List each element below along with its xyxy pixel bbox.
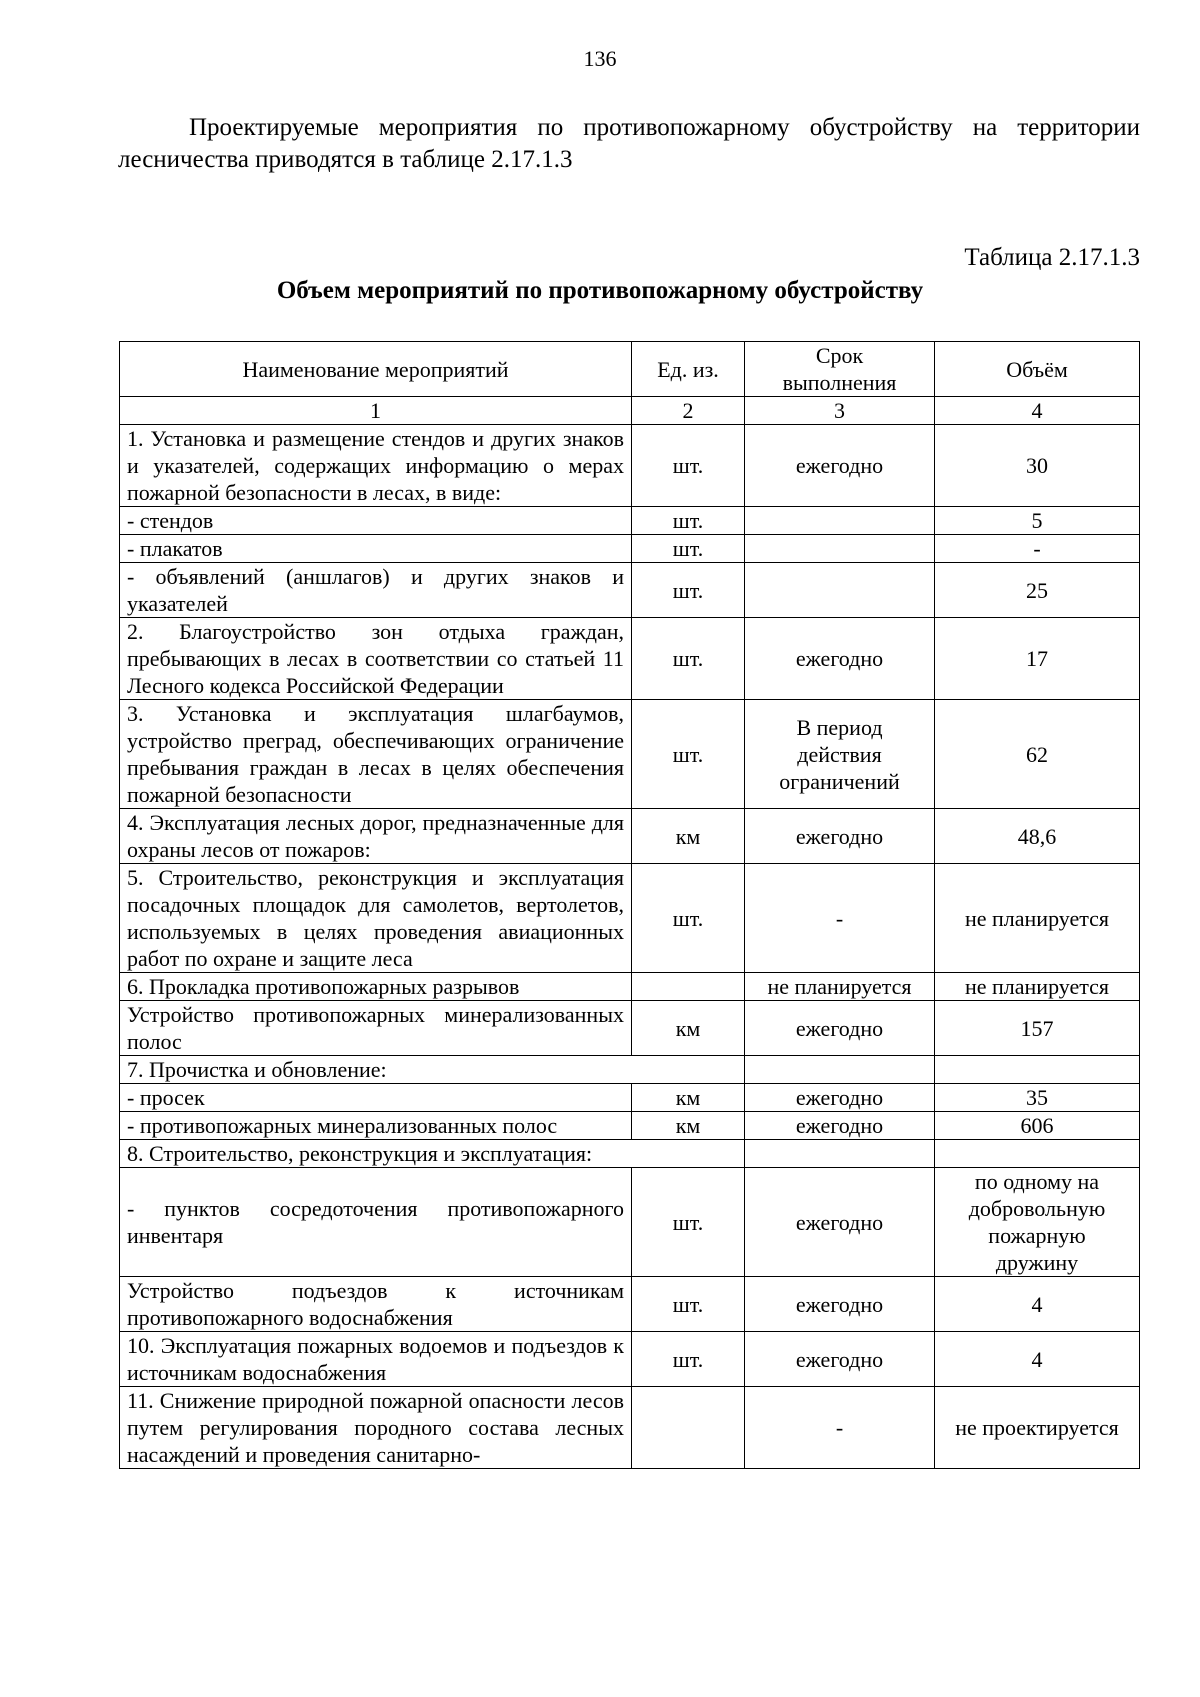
table-row bbox=[120, 563, 1140, 618]
cell-unit bbox=[632, 973, 745, 1001]
table-row bbox=[120, 507, 1140, 535]
cell-term: ежегодно bbox=[745, 1084, 935, 1112]
index-cell: 1 bbox=[120, 397, 632, 425]
cell-volume: 25 bbox=[935, 563, 1140, 618]
cell-name: - объявлений (аншлагов) и других знаков и указателей bbox=[120, 563, 632, 618]
table-row bbox=[120, 618, 1140, 700]
cell-unit: шт. bbox=[632, 618, 745, 700]
table-row bbox=[120, 1084, 1140, 1112]
cell-term: ежегодно bbox=[745, 1277, 935, 1332]
cell-unit: шт. bbox=[632, 1332, 745, 1387]
cell-name: - противопожарных минерализованных полос bbox=[120, 1112, 632, 1140]
table-row bbox=[120, 1168, 1140, 1277]
cell-volume: 4 bbox=[935, 1332, 1140, 1387]
cell-volume: не проектируется bbox=[935, 1387, 1140, 1469]
table-index-row bbox=[120, 397, 1140, 425]
intro-paragraph: Проектируемые мероприятия по противопожарному обустройству на территории лесничества приводятся в таблице 2.17.1.3 bbox=[118, 114, 1140, 173]
cell-term: - bbox=[745, 1387, 935, 1469]
cell-term: ежегодно bbox=[745, 1001, 935, 1056]
table-row bbox=[120, 1112, 1140, 1140]
header-volume: Объём bbox=[935, 342, 1140, 397]
table-row bbox=[120, 1387, 1140, 1469]
header-unit: Ед. из. bbox=[632, 342, 745, 397]
index-cell: 2 bbox=[632, 397, 745, 425]
cell-volume: не планируется bbox=[935, 864, 1140, 973]
cell-term bbox=[745, 1056, 935, 1084]
cell-term: ежегодно bbox=[745, 1168, 935, 1277]
cell-volume: 62 bbox=[935, 700, 1140, 809]
index-cell: 3 bbox=[745, 397, 935, 425]
cell-unit: шт. bbox=[632, 700, 745, 809]
cell-volume: 48,6 bbox=[935, 809, 1140, 864]
cell-name: - плакатов bbox=[120, 535, 632, 563]
cell-volume: 5 bbox=[935, 507, 1140, 535]
measures-table bbox=[119, 341, 1140, 1469]
cell-term bbox=[745, 507, 935, 535]
header-term: Срок выполнения bbox=[745, 342, 935, 397]
cell-term: ежегодно bbox=[745, 1332, 935, 1387]
table-row bbox=[120, 809, 1140, 864]
cell-volume: 17 bbox=[935, 618, 1140, 700]
cell-term: ежегодно bbox=[745, 425, 935, 507]
cell-term bbox=[745, 1140, 935, 1168]
cell-volume: - bbox=[935, 535, 1140, 563]
cell-term: ежегодно bbox=[745, 809, 935, 864]
cell-unit: шт. bbox=[632, 864, 745, 973]
cell-term: В период действия ограничений bbox=[745, 700, 935, 809]
page-number: 136 bbox=[583, 46, 617, 71]
cell-unit: шт. bbox=[632, 563, 745, 618]
cell-term: ежегодно bbox=[745, 618, 935, 700]
table-row bbox=[120, 700, 1140, 809]
table-title: Объем мероприятий по противопожарному обустройству bbox=[276, 277, 924, 304]
table-row bbox=[120, 1140, 1140, 1168]
cell-name: 10. Эксплуатация пожарных водоемов и подъездов к источникам водоснабжения bbox=[120, 1332, 632, 1387]
table-row bbox=[120, 973, 1140, 1001]
table-row bbox=[120, 425, 1140, 507]
cell-name: Устройство противопожарных минерализованных полос bbox=[120, 1001, 632, 1056]
cell-name: 11. Снижение природной пожарной опасности лесов путем регулирования породного состава лесных насаждений и проведения санитарно- bbox=[120, 1387, 632, 1469]
cell-name: - пунктов сосредоточения противопожарного инвентаря bbox=[120, 1168, 632, 1277]
table-row bbox=[120, 1277, 1140, 1332]
cell-name: 8. Строительство, реконструкция и эксплуатация: bbox=[120, 1140, 745, 1168]
cell-volume: по одному на добровольную пожарную дружину bbox=[935, 1168, 1140, 1277]
cell-unit: км bbox=[632, 1112, 745, 1140]
cell-volume: 157 bbox=[935, 1001, 1140, 1056]
cell-unit: км bbox=[632, 1084, 745, 1112]
table-label: Таблица 2.17.1.3 bbox=[964, 244, 1140, 271]
cell-unit: км bbox=[632, 1001, 745, 1056]
cell-unit: шт. bbox=[632, 425, 745, 507]
cell-volume: 606 bbox=[935, 1112, 1140, 1140]
cell-term bbox=[745, 563, 935, 618]
cell-name: 6. Прокладка противопожарных разрывов bbox=[120, 973, 632, 1001]
cell-unit: шт. bbox=[632, 507, 745, 535]
table-row bbox=[120, 1056, 1140, 1084]
cell-unit: шт. bbox=[632, 535, 745, 563]
cell-volume: не планируется bbox=[935, 973, 1140, 1001]
cell-volume bbox=[935, 1056, 1140, 1084]
cell-term: ежегодно bbox=[745, 1112, 935, 1140]
table-row bbox=[120, 1001, 1140, 1056]
cell-name: 1. Установка и размещение стендов и других знаков и указателей, содержащих информацию о мерах пожарной безопасности в лесах, в виде: bbox=[120, 425, 632, 507]
cell-name: 4. Эксплуатация лесных дорог, предназначенные для охраны лесов от пожаров: bbox=[120, 809, 632, 864]
cell-term bbox=[745, 535, 935, 563]
cell-volume bbox=[935, 1140, 1140, 1168]
cell-volume: 4 bbox=[935, 1277, 1140, 1332]
table-header-row bbox=[120, 342, 1140, 397]
cell-unit bbox=[632, 1387, 745, 1469]
cell-name: - стендов bbox=[120, 507, 632, 535]
cell-volume: 30 bbox=[935, 425, 1140, 507]
cell-term: - bbox=[745, 864, 935, 973]
header-name: Наименование мероприятий bbox=[120, 342, 632, 397]
cell-name: 7. Прочистка и обновление: bbox=[120, 1056, 745, 1084]
cell-term: не планируется bbox=[745, 973, 935, 1001]
cell-name: 2. Благоустройство зон отдыха граждан, пребывающих в лесах в соответствии со статьей 11 Лесного кодекса Российской Федерации bbox=[120, 618, 632, 700]
cell-unit: шт. bbox=[632, 1277, 745, 1332]
table-row bbox=[120, 864, 1140, 973]
cell-unit: шт. bbox=[632, 1168, 745, 1277]
index-cell: 4 bbox=[935, 397, 1140, 425]
cell-name: Устройство подъездов к источникам противопожарного водоснабжения bbox=[120, 1277, 632, 1332]
cell-volume: 35 bbox=[935, 1084, 1140, 1112]
table-row bbox=[120, 535, 1140, 563]
cell-name: 5. Строительство, реконструкция и эксплуатация посадочных площадок для самолетов, вертолетов, используемых в целях проведения авиационных работ по охране и защите леса bbox=[120, 864, 632, 973]
cell-name: 3. Установка и эксплуатация шлагбаумов, устройство преград, обеспечивающих ограничение пребывания граждан в лесах в целях обеспечения пожарной безопасности bbox=[120, 700, 632, 809]
cell-unit: км bbox=[632, 809, 745, 864]
table-row bbox=[120, 1332, 1140, 1387]
cell-name: - просек bbox=[120, 1084, 632, 1112]
